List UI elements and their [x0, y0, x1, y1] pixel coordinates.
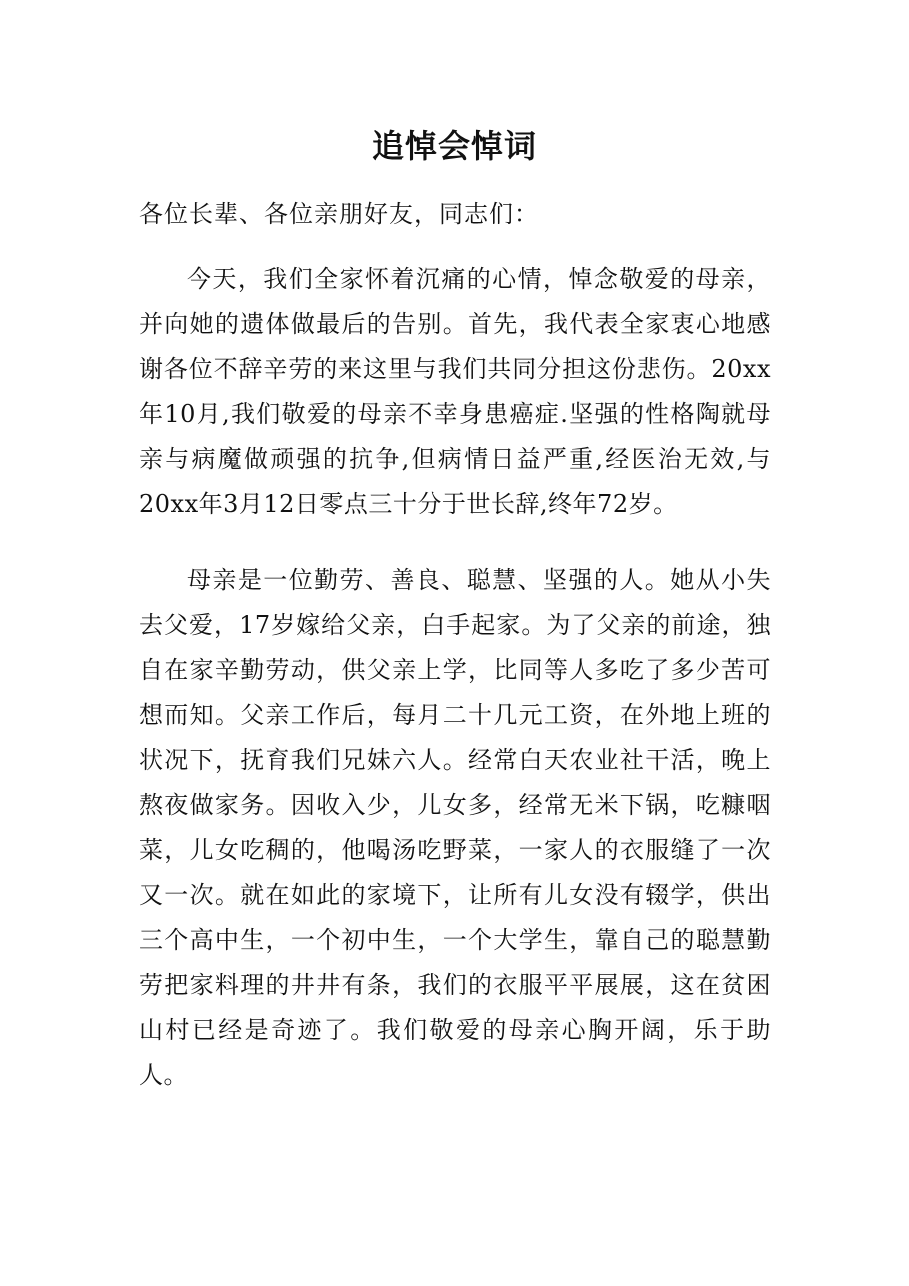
paragraph-2: 母亲是一位勤劳、善良、聪慧、坚强的人。她从小失去父爱，17岁嫁给父亲，白手起家。为了父亲的前途，独自在家辛勤劳动，供父亲上学，比同等人多吃了多少苦可想而知。父亲工作后，每月二十几元工资，在外地上班的状况下，抚育我们兄妹六人。经常白天农业社干活，晚上熬夜做家务。因收入少，儿女多，经常无米下锅，吃糠咽菜，儿女吃稠的，他喝汤吃野菜，一家人的衣服缝了一次又一次。就在如此的家境下，让所有儿女没有辍学，供出三个高中生，一个初中生，一个大学生，靠自己的聪慧勤劳把家料理的井井有条，我们的衣服平平展展，这在贫困山村已经是奇迹了。我们敬爱的母亲心胸开阔，乐于助人。 [139, 566, 771, 1089]
paragraph-1: 今天，我们全家怀着沉痛的心情，悼念敬爱的母亲，并向她的遗体做最后的告别。首先，我代表全家衷心地感谢各位不辞辛劳的来这里与我们共同分担这份悲伤。20xx年10月,我们敬爱的母亲不幸身患癌症.坚强的性格陶就母亲与病魔做顽强的抗争,但病情日益严重,经医治无效,与20xx年3月12日零点三十分于世长辞,终年72岁。 [139, 265, 771, 518]
greeting-line: 各位长辈、各位亲朋好友，同志们： [139, 200, 539, 228]
document-title: 追悼会悼词 [371, 127, 537, 165]
